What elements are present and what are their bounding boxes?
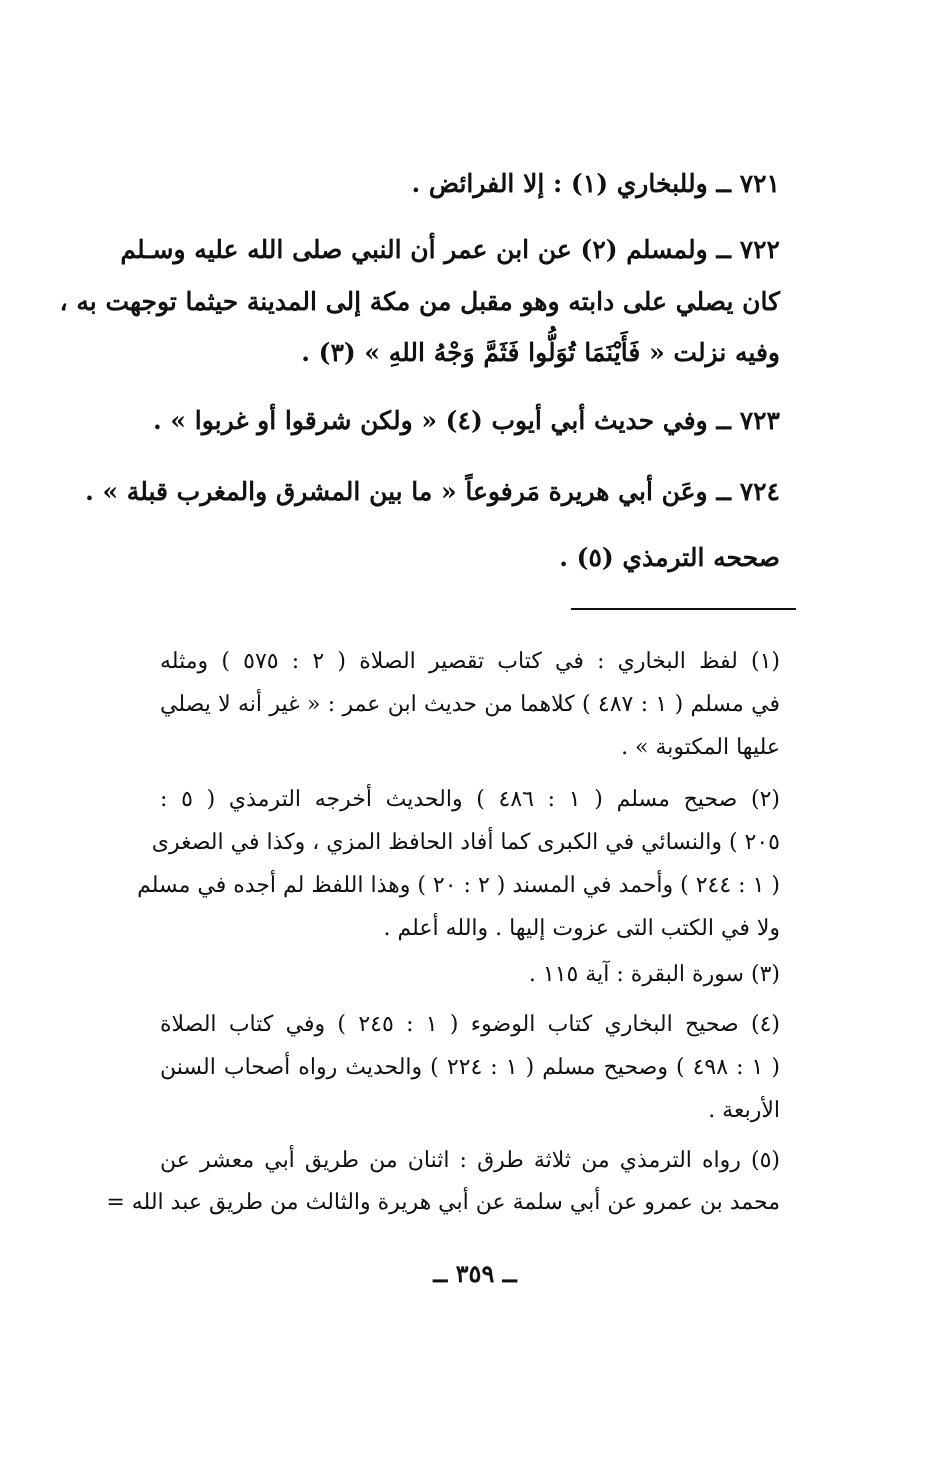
- footnote-2-line-2: ٢٠٥ ) والنسائي في الكبرى كما أفاد الحافظ المزي ، وكذا في الصغرى: [151, 830, 780, 855]
- footnote-4-line-1: (٤) صحيح البخاري كتاب الوضوء ( ١ : ٢٤٥ ) وفي كتاب الصلاة: [160, 1012, 781, 1037]
- footnote-5-line-2: محمد بن عمرو عن أبي سلمة عن أبي هريرة والثالث من طريق عبد الله =: [106, 1190, 780, 1215]
- footnote-2-line-4: ولا في الكتب التى عزوت إليها . والله أعلم .: [383, 916, 780, 941]
- footnote-separator: [571, 608, 796, 610]
- footnote-1-line-2: في مسلم ( ١ : ٤٨٧ ) كلاهما من حديث ابن عمر : « غير أنه لا يصلي: [160, 692, 780, 717]
- footnote-1-line-1: (١) لفظ البخاري : في كتاب تقصير الصلاة ( ٢ : ٥٧٥ ) ومثله: [160, 649, 781, 674]
- hadith-724-grade: صححه الترمذي (٥) .: [559, 543, 780, 572]
- footnote-1-line-3: عليها المكتوبة » .: [621, 735, 780, 760]
- footnote-4-line-2: ( ١ : ٤٩٨ ) وصحيح مسلم ( ١ : ٢٢٤ ) والحديث رواه أصحاب السنن: [160, 1055, 780, 1080]
- hadith-722-line-2: كان يصلي على دابته وهو مقبل من مكة إلى المدينة حيثما توجهت به ،: [59, 287, 780, 316]
- hadith-722-line-3: وفيه نزلت « فَأَيْنَمَا تُوَلُّوا فَثَمَّ وَجْهُ اللهِ » (٣) .: [301, 338, 780, 367]
- hadith-722-line-1: ٧٢٢ ــ ولمسلم (٢) عن ابن عمر أن النبي صلى الله عليه وسـلم: [120, 235, 780, 264]
- footnote-5-line-1: (٥) رواه الترمذي من ثلاثة طرق : اثنان من طريق أبي معشر عن: [160, 1148, 780, 1173]
- hadith-723: ٧٢٣ ــ وفي حديث أبي أيوب (٤) « ولكن شرقوا أو غربوا » .: [153, 406, 780, 435]
- hadith-721: ٧٢١ ــ وللبخاري (١) : إلا الفرائض .: [411, 169, 780, 198]
- page-number: ــ ٣٥٩ ــ: [433, 1259, 517, 1288]
- hadith-724: ٧٢٤ ــ وعَن أبي هريرة مَرفوعاً « ما بين المشرق والمغرب قبلة » .: [85, 477, 780, 506]
- footnote-4-line-3: الأربعة .: [708, 1098, 780, 1123]
- footnote-2-line-1: (٢) صحيح مسلم ( ١ : ٤٨٦ ) والحديث أخرجه الترمذي ( ٥ :: [160, 787, 781, 812]
- footnote-3-line-1: (٣) سورة البقرة : آية ١١٥ .: [528, 962, 780, 987]
- footnote-2-line-3: ( ١ : ٢٤٤ ) وأحمد في المسند ( ٢ : ٢٠ ) وهذا اللفظ لم أجده في مسلم: [137, 873, 780, 898]
